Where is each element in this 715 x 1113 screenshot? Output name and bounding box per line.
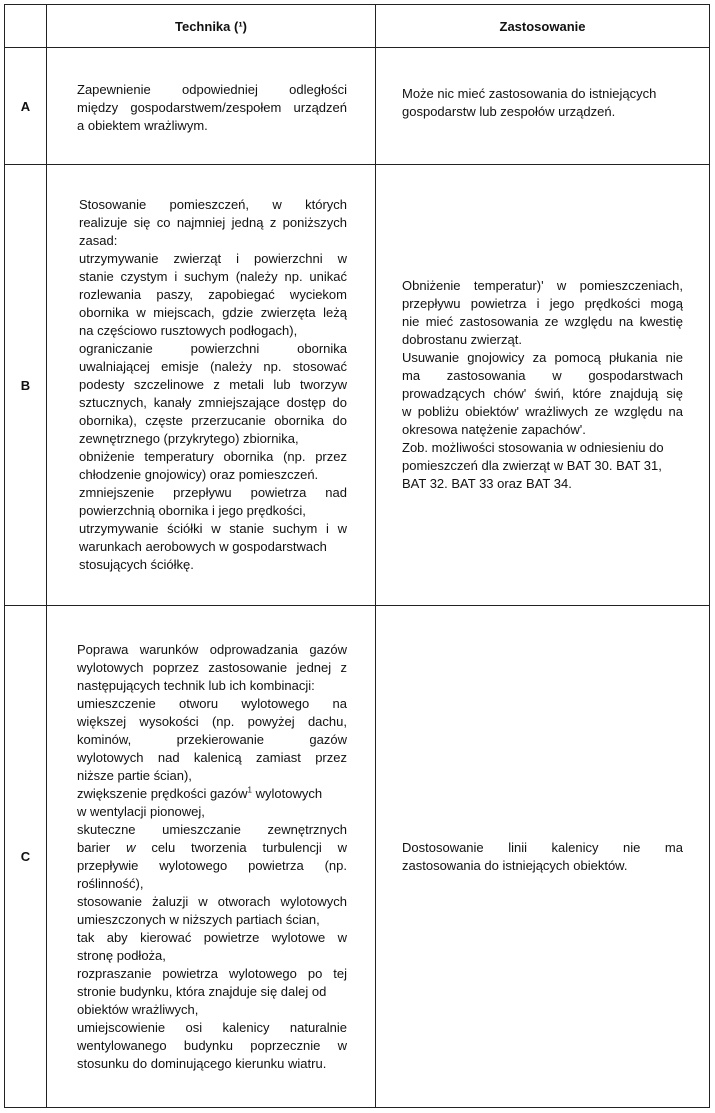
text-fragment: wylotowych [255,785,323,801]
text-line: utrzymywanie ściółki w stanie suchym i w [79,521,347,536]
text-line: zmniejszenie przepływu powietrza nad [79,485,347,500]
text-line: następujących technik lub ich kombinacji: [77,677,315,693]
text-line: umieszczonych w niższych partiach ścian, [77,911,320,927]
technique-cell [47,48,376,165]
text-line: przepływu powietrza i jego prędkości mogą [402,296,683,311]
text-line: w wentylacji pionowej, [77,803,205,819]
text-line: Zapewnienie odpowiedniej odległości [77,82,347,97]
text-line: wentylowanego budynku poprzecznie w [77,1037,347,1053]
text-line: stronie budynku, która znajduje się dalej od [77,983,327,999]
text-line: umiejscowienie osi kalenicy naturalnie [77,1019,347,1035]
text-line: dobrostanu zwierząt. [402,332,522,347]
row-id: B [5,165,47,606]
text-line: kominów, przekierowanie gazów [77,731,347,747]
text-line: stanie czystym i suchym (należy np. unikać [79,269,347,284]
text-line: tak aby kierować powietrze wylotowe w [77,929,347,945]
text-line: stosowanie żaluzji w otworach wylotowych [77,893,347,909]
text-line: zastosowania do istniejących obiektów. [402,857,628,873]
text-line: roślinność), [77,875,144,891]
text-line: nie mieć zastosowania ze względu na kwestię [402,314,683,329]
text-line: wylotowych nad kalenicą zamiast przez [77,749,347,765]
text-fragment-italic: w [126,839,136,855]
text-line: powierzchnią obornika i jego prędkości, [79,503,306,518]
text-line: między gospodarstwem/zespołem urządzeń [77,100,347,115]
text-line: Obniżenie temperatur)' w pomieszczeniach, [402,278,683,293]
text-line: Stosowanie pomieszczeń, w których [79,197,347,212]
header-technique: Technika (¹) [47,5,376,48]
text-line: chłodzenie gnojowicy) oraz pomieszczeń. [79,467,319,482]
text-line: stronę podłoża, [77,947,166,963]
text-line: Poprawa warunków odprowadzania gazów [77,641,347,657]
text-line: w pobliżu obiektów' wrażliwych ze względu na [402,404,683,419]
text-line: gospodarstw lub zespołów urządzeń. [402,104,616,119]
text-line: zewnętrznego (przykrytego) zbiornika, [79,431,299,446]
technique-cell [47,606,376,1108]
text-line: Dostosowanie linii kalenicy nie ma [402,839,683,855]
bat-techniques-table [4,4,710,1108]
text-line: większej wysokości (np. powyżej dachu, [77,713,347,729]
technique-cell [47,165,376,606]
header-applicability: Zastosowanie [376,5,710,48]
text-line: okresowa natężenie zapachów'. [402,422,586,437]
text-line: rozlewania paszy, zapobiegać wyciekom [79,287,347,302]
text-line: utrzymywanie zwierząt i powierzchni w [79,251,347,266]
text-line: wylotowych poprzez zastosowanie jednej z [77,659,347,675]
text-line: obornika w miejscach, gdzie zwierzęta leżą [79,305,347,320]
text-fragment: barier [77,839,111,855]
text-line: umieszczenie otworu wylotowego na [77,695,347,711]
text-line: obiektów wrażliwych, [77,1001,199,1017]
text-line: realizuje się co najmniej jedną z poniższych [79,215,347,230]
applicability-cell [376,606,710,1108]
text-line: warunkach aerobowych w gospodarstwach [79,539,327,554]
text-line: skuteczne umieszczanie zewnętrznych [77,821,347,837]
text-line: ma zastosowania w gospodarstwach [402,368,683,383]
text-line [77,839,347,857]
table-row-c [5,606,710,1108]
text-line: stosujących ściółkę. [79,557,194,572]
text-fragment: zwiększenie prędkości gazów [77,785,248,801]
text-line: na częściowo rusztowych podłogach), [79,323,298,338]
text-line: pomieszczeń dla zwierząt w BAT 30. BAT 31, [402,458,662,473]
footnote-mark: 1 [247,785,252,795]
text-line: niższe partie ścian), [77,767,192,783]
text-line [77,785,347,803]
text-line: zasad: [79,233,118,248]
text-line: obniżenie temperatury obornika (np. przez [79,449,347,464]
text-line: sztucznych, kanały zmniejszające dostęp do [79,395,347,410]
row-id: A [5,48,47,165]
applicability-cell [376,48,710,165]
text-line: prowadzących chów' świń, które znajdują się [402,386,683,401]
header-id-cell [5,5,47,48]
text-line: uwalniającej emisje (należy np. stosować [79,359,347,374]
text-line: podesty szczelinowe z metali lub tworzyw [79,377,347,392]
text-line: Zob. możliwości stosowania w odniesieniu do [402,440,664,455]
text-line: ograniczanie powierzchni obornika [79,341,347,356]
text-line: rozpraszanie powietrza wylotowego po tej [77,965,347,981]
text-line: a obiektem wrażliwym. [77,118,208,133]
text-line: BAT 32. BAT 33 oraz BAT 34. [402,476,572,491]
text-line: obornika), częste przerzucanie obornika do [79,413,347,428]
table-row-b [5,165,710,606]
text-line: stosunku do dominującego kierunku wiatru. [77,1055,327,1071]
applicability-cell [376,165,710,606]
text-fragment: celu tworzenia turbulencji w [151,839,347,855]
table-header-row [5,5,710,48]
table-row-a [5,48,710,165]
text-line: Usuwanie gnojowicy za pomocą płukania nie [402,350,683,365]
text-line: Może nic mieć zastosowania do istniejących [402,86,657,101]
text-line: przepływie wylotowego powietrza (np. [77,857,347,873]
row-id: C [5,606,47,1108]
